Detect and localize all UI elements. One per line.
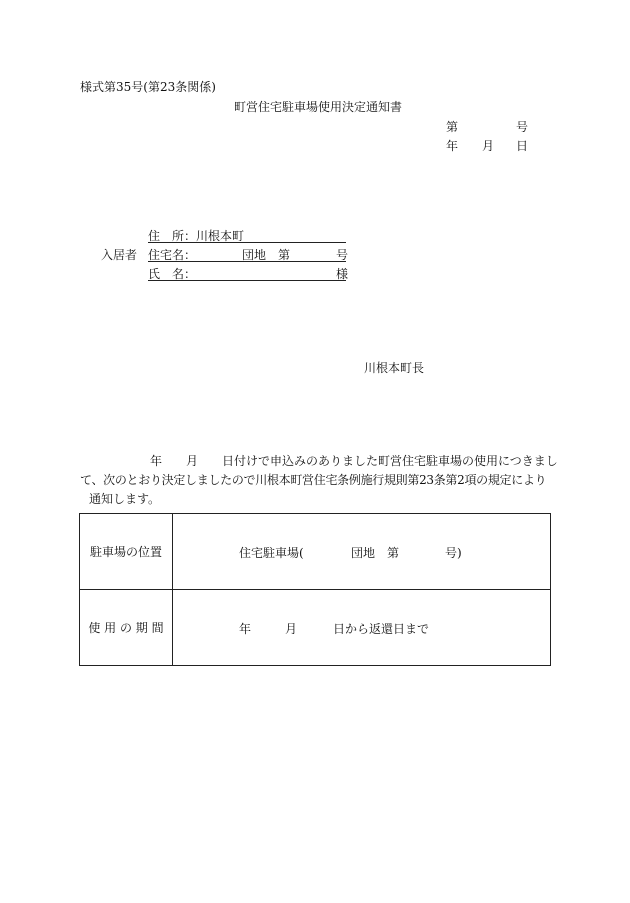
- date-year: 年: [446, 139, 459, 153]
- table-row: [80, 514, 551, 590]
- form-number: 様式第35号(第23条関係): [80, 80, 216, 94]
- parking-location-label: 駐車場の位置: [80, 514, 173, 590]
- table-row: [80, 590, 551, 666]
- body-line-1: 年 月 日付けで申込みのありました町営住宅駐車場の使用につきまし: [150, 454, 558, 468]
- body-line-3: 通知します。: [89, 492, 161, 506]
- name-line: [148, 267, 349, 281]
- body-line-2: て、次のとおり決定しましたので川根本町営住宅条例施行規則第23条第2項の規定により: [80, 473, 547, 487]
- doc-number-prefix: 第: [446, 120, 459, 134]
- document-title: 町営住宅駐車場使用決定通知書: [234, 100, 403, 114]
- period-year: 年: [239, 622, 252, 636]
- info-table: [79, 513, 551, 666]
- housing-go: 号: [336, 248, 349, 262]
- usage-period-value: [173, 590, 551, 666]
- period-month: 月: [285, 622, 298, 636]
- parking-prefix: 住宅駐車場(: [239, 546, 304, 560]
- address-label: 住 所：: [148, 229, 197, 243]
- recipient-label: 入居者: [101, 248, 138, 262]
- parking-location-value: [173, 514, 551, 590]
- name-label: 氏 名：: [148, 267, 197, 281]
- parking-danchi: 団地: [351, 546, 376, 560]
- housing-dai: 第: [278, 248, 291, 262]
- date-day: 日: [516, 139, 529, 153]
- date-month: 月: [482, 139, 495, 153]
- parking-dai: 第: [387, 546, 400, 560]
- body-paragraph: [80, 452, 558, 509]
- parking-go: 号): [445, 546, 462, 560]
- period-until: 日から返還日まで: [333, 622, 430, 636]
- usage-period-label: 使 用 の 期 間: [80, 590, 173, 666]
- issuer: 川根本町長: [364, 361, 425, 375]
- doc-number-suffix: 号: [516, 120, 529, 134]
- address-value: 川根本町: [196, 229, 245, 243]
- housing-line: [148, 248, 349, 262]
- housing-danchi: 団地: [242, 248, 267, 262]
- address-line: [148, 229, 346, 243]
- housing-label: 住宅名：: [148, 248, 197, 262]
- name-suffix: 様: [336, 267, 349, 281]
